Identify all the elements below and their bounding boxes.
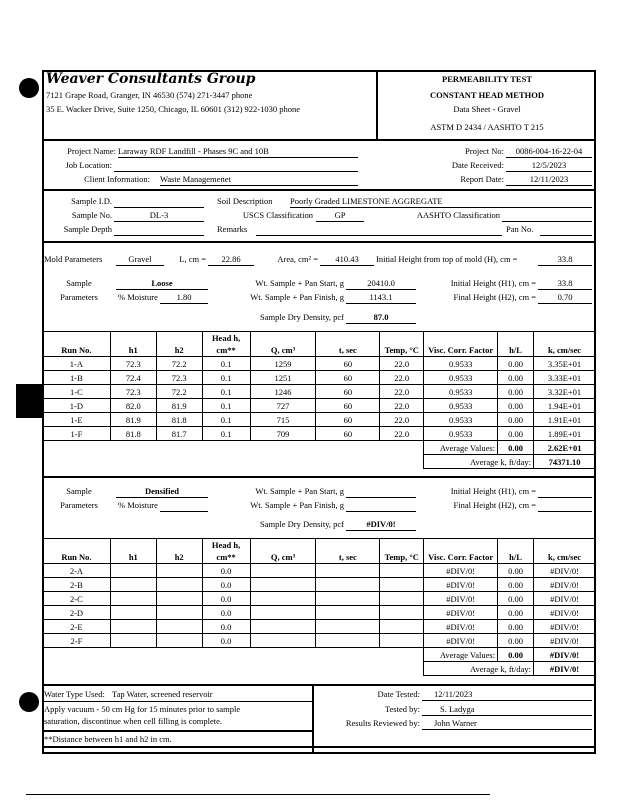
col-h2: h2	[156, 539, 202, 564]
cell-run[interactable]: 2-C	[43, 592, 111, 606]
cell-hl[interactable]: 0.00	[498, 357, 534, 371]
set1-avg-hl: 0.00	[498, 441, 534, 455]
cell-run[interactable]: 2-F	[43, 634, 111, 648]
col-temp: Temp, °C	[380, 539, 424, 564]
set1-moisture-field[interactable]: 1.80	[160, 292, 208, 304]
set2-section-rule	[42, 684, 596, 686]
set1-average-ft-row	[43, 455, 596, 469]
cell-head[interactable]: 0.1	[202, 413, 250, 427]
sample-id-field[interactable]	[114, 196, 204, 208]
cell-h1[interactable]: 81.8	[110, 427, 156, 441]
footer-rule-2	[42, 730, 312, 732]
col-head: Head h, cm**	[202, 539, 250, 564]
cell-temp[interactable]	[380, 634, 424, 648]
cell-run[interactable]: 1-D	[43, 399, 111, 413]
cell-visc[interactable]: #DIV/0!	[424, 592, 498, 606]
cell-h2[interactable]: 72.2	[156, 357, 202, 371]
cell-h2[interactable]: 81.8	[156, 413, 202, 427]
set2-wt-finish-field[interactable]	[346, 500, 416, 512]
cell-q[interactable]: 1251	[250, 371, 316, 385]
cell-temp[interactable]: 22.0	[380, 413, 424, 427]
cell-q[interactable]: 709	[250, 427, 316, 441]
sample-no-label: Sample No.	[71, 210, 112, 220]
set2-avg-hl: 0.00	[498, 648, 534, 662]
soil-description-label: Soil Description	[217, 196, 273, 206]
project-no-label: Project No:	[465, 146, 504, 156]
cell-h1[interactable]	[110, 578, 156, 592]
cell-k[interactable]: 3.32E+01	[534, 385, 596, 399]
set1-wt-start-label: Wt. Sample + Pan Start, g	[255, 278, 344, 288]
set2-h2-field[interactable]	[538, 500, 592, 512]
cell-head[interactable]: 0.0	[202, 592, 250, 606]
cell-q[interactable]	[250, 634, 316, 648]
cell-hl[interactable]: 0.00	[498, 371, 534, 385]
col-t: t, sec	[316, 539, 380, 564]
cell-run[interactable]: 1-A	[43, 357, 111, 371]
table-row	[43, 427, 596, 441]
cell-run[interactable]: 1-B	[43, 371, 111, 385]
table-row	[43, 634, 596, 648]
set1-header-row	[43, 332, 596, 357]
report-subtitle: Data Sheet - Gravel	[453, 104, 521, 114]
report-standard: ASTM D 2434 / AASHTO T 215	[430, 122, 544, 132]
cell-t[interactable]	[316, 592, 380, 606]
cell-hl[interactable]: 0.00	[498, 592, 534, 606]
cell-h1[interactable]: 72.3	[110, 357, 156, 371]
punch-hole-mark-top	[19, 78, 39, 98]
cell-k[interactable]: 1.91E+01	[534, 413, 596, 427]
set1-section-rule	[42, 476, 596, 478]
cell-head[interactable]: 0.0	[202, 606, 250, 620]
vacuum-note-line2: saturation, discontinue when cell filling is complete.	[44, 716, 222, 726]
mold-area-field[interactable]: 410.43	[320, 254, 374, 266]
cell-t[interactable]: 60	[316, 371, 380, 385]
soil-description-field[interactable]: Poorly Graded LIMESTONE AGGREGATE	[290, 196, 592, 208]
cell-visc[interactable]: 0.9533	[424, 413, 498, 427]
cell-visc[interactable]: 0.9533	[424, 427, 498, 441]
set2-sample-label: Sample	[66, 486, 92, 496]
mold-length-field[interactable]: 22.86	[208, 254, 254, 266]
cell-q[interactable]	[250, 606, 316, 620]
cell-q[interactable]: 715	[250, 413, 316, 427]
date-received-label: Date Received:	[451, 160, 504, 170]
reviewed-by-label: Results Reviewed by:	[345, 718, 420, 728]
mold-height-label: Initial Height from top of mold (H), cm =	[376, 254, 518, 264]
cell-hl[interactable]: 0.00	[498, 564, 534, 578]
cell-run[interactable]: 2-D	[43, 606, 111, 620]
cell-head[interactable]: 0.0	[202, 564, 250, 578]
page-bottom-rule	[26, 794, 490, 795]
col-hl: h/L	[498, 539, 534, 564]
cell-run[interactable]: 2-B	[43, 578, 111, 592]
table-row	[43, 620, 596, 634]
cell-hl[interactable]: 0.00	[498, 399, 534, 413]
set2-density-label: Sample Dry Density, pcf	[260, 519, 344, 529]
cell-temp[interactable]: 22.0	[380, 399, 424, 413]
col-temp: Temp, °C	[380, 332, 424, 357]
set2-average-row	[43, 648, 596, 662]
pan-no-field[interactable]	[540, 224, 592, 236]
vacuum-note-line1: Apply vacuum - 50 cm Hg for 15 minutes prior to sample	[44, 704, 241, 714]
cell-k[interactable]: #DIV/0!	[534, 564, 596, 578]
cell-visc[interactable]: #DIV/0!	[424, 606, 498, 620]
table-row	[43, 371, 596, 385]
cell-visc[interactable]: 0.9533	[424, 399, 498, 413]
cell-t[interactable]	[316, 578, 380, 592]
sample-no-field[interactable]: DL-3	[114, 210, 204, 222]
set2-results-table	[42, 538, 596, 676]
cell-run[interactable]: 1-F	[43, 427, 111, 441]
set1-avg-label: Average Values:	[424, 441, 498, 455]
project-name-field[interactable]: Laraway RDF Landfill - Phases 9C and 10B	[118, 146, 358, 158]
report-date-field[interactable]: 12/11/2023	[506, 174, 592, 186]
mold-params-label: Mold Parameters	[44, 254, 103, 264]
cell-head[interactable]: 0.1	[202, 427, 250, 441]
remarks-field[interactable]	[256, 224, 502, 236]
cell-t[interactable]: 60	[316, 399, 380, 413]
water-type-field[interactable]: Tap Water, screened reservoir	[112, 689, 213, 699]
job-location-field[interactable]	[114, 160, 358, 172]
set2-avg-ft: #DIV/0!	[534, 662, 596, 676]
mold-height-field[interactable]: 33.8	[538, 254, 592, 266]
cell-temp[interactable]: 22.0	[380, 357, 424, 371]
date-tested-field[interactable]: 12/11/2023	[422, 689, 592, 701]
pan-no-label: Pan No.	[506, 224, 534, 234]
cell-t[interactable]	[316, 620, 380, 634]
company-address-2: 35 E. Wacker Drive, Suite 1250, Chicago, IL 60601 (312) 922-1030 phone	[46, 104, 301, 114]
cell-h2[interactable]: 72.2	[156, 385, 202, 399]
cell-head[interactable]: 0.1	[202, 399, 250, 413]
cell-h1[interactable]	[110, 564, 156, 578]
col-head: Head h, cm**	[202, 332, 250, 357]
sample-depth-field[interactable]	[114, 224, 204, 236]
cell-visc[interactable]: #DIV/0!	[424, 634, 498, 648]
date-tested-label: Date Tested:	[377, 689, 420, 699]
report-method: CONSTANT HEAD METHOD	[430, 90, 544, 100]
report-title: PERMEABILITY TEST	[442, 74, 532, 84]
sample-id-label: Sample I.D.	[71, 196, 112, 206]
cell-temp[interactable]: 22.0	[380, 385, 424, 399]
col-q: Q, cm³	[250, 332, 316, 357]
cell-hl[interactable]: 0.00	[498, 385, 534, 399]
set1-avg-k: 2.62E+01	[534, 441, 596, 455]
cell-h1[interactable]	[110, 606, 156, 620]
cell-q[interactable]: 1246	[250, 385, 316, 399]
redaction-block	[16, 384, 44, 418]
set1-avg-ft-label: Average k, ft/day:	[424, 455, 534, 469]
set2-params-label: Parameters	[60, 500, 98, 510]
col-hl: h/L	[498, 332, 534, 357]
cell-t[interactable]: 60	[316, 427, 380, 441]
punch-hole-mark-bottom	[19, 692, 39, 712]
cell-q[interactable]	[250, 578, 316, 592]
cell-h1[interactable]	[110, 620, 156, 634]
cell-h2[interactable]: 81.9	[156, 399, 202, 413]
mold-area-label: Area, cm² =	[277, 254, 318, 264]
cell-h2[interactable]	[156, 564, 202, 578]
job-location-label: Job Location:	[65, 160, 112, 170]
cell-k[interactable]: #DIV/0!	[534, 592, 596, 606]
cell-t[interactable]: 60	[316, 357, 380, 371]
set1-state-field[interactable]: Loose	[116, 278, 208, 290]
remarks-label: Remarks	[217, 224, 248, 234]
table-row	[43, 592, 596, 606]
col-h1: h1	[110, 539, 156, 564]
cell-t[interactable]	[316, 634, 380, 648]
set1-h2-label: Final Height (H2), cm =	[453, 292, 536, 302]
cell-h1[interactable]: 82.0	[110, 399, 156, 413]
cell-temp[interactable]	[380, 564, 424, 578]
cell-hl[interactable]: 0.00	[498, 413, 534, 427]
set1-average-row	[43, 441, 596, 455]
col-k: k, cm/sec	[534, 539, 596, 564]
set1-wt-start-field[interactable]: 20410.0	[346, 278, 416, 290]
set1-h1-field[interactable]: 33.8	[538, 278, 592, 290]
cell-run[interactable]: 1-E	[43, 413, 111, 427]
set2-density-field[interactable]: #DIV/0!	[346, 519, 416, 531]
cell-k[interactable]: #DIV/0!	[534, 620, 596, 634]
col-h2: h2	[156, 332, 202, 357]
cell-visc[interactable]: 0.9533	[424, 371, 498, 385]
set2-h2-label: Final Height (H2), cm =	[453, 500, 536, 510]
table-row	[43, 399, 596, 413]
sample-depth-label: Sample Depth	[63, 224, 112, 234]
reviewed-by-field[interactable]: John Warner	[422, 718, 592, 730]
cell-h2[interactable]	[156, 634, 202, 648]
set1-sample-label: Sample	[66, 278, 92, 288]
cell-h1[interactable]: 72.3	[110, 385, 156, 399]
set2-wt-start-label: Wt. Sample + Pan Start, g	[255, 486, 344, 496]
head-distance-note: **Distance between h1 and h2 in cm.	[44, 734, 172, 744]
cell-t[interactable]: 60	[316, 413, 380, 427]
cell-temp[interactable]	[380, 578, 424, 592]
header-bottom-rule	[42, 139, 596, 141]
client-field[interactable]: Waste Managemenet	[160, 174, 358, 186]
footer-divider	[312, 684, 314, 754]
cell-hl[interactable]: 0.00	[498, 634, 534, 648]
set1-wt-finish-field[interactable]: 1143.1	[346, 292, 416, 304]
set2-moisture-field[interactable]	[160, 500, 208, 512]
cell-hl[interactable]: 0.00	[498, 427, 534, 441]
aashto-field[interactable]	[502, 210, 592, 222]
cell-temp[interactable]	[380, 606, 424, 620]
cell-visc[interactable]: #DIV/0!	[424, 564, 498, 578]
cell-run[interactable]: 2-A	[43, 564, 111, 578]
set2-moisture-label: % Moisture	[118, 500, 158, 510]
set2-state-field[interactable]: Densified	[116, 486, 208, 498]
company-address-1: 7121 Grape Road, Granger, IN 46530 (574) 271-3447 phone	[46, 90, 253, 100]
cell-hl[interactable]: 0.00	[498, 606, 534, 620]
set1-wt-finish-label: Wt. Sample + Pan Finish, g	[250, 292, 344, 302]
cell-head[interactable]: 0.1	[202, 357, 250, 371]
set1-h2-field[interactable]: 0.70	[538, 292, 592, 304]
set2-avg-ft-label: Average k, ft/day:	[424, 662, 534, 676]
sample-section-rule	[42, 241, 596, 243]
set2-wt-finish-label: Wt. Sample + Pan Finish, g	[250, 500, 344, 510]
client-label: Client Information:	[84, 174, 150, 184]
cell-h2[interactable]: 81.7	[156, 427, 202, 441]
set2-wt-start-field[interactable]	[346, 486, 416, 498]
cell-k[interactable]: 1.94E+01	[534, 399, 596, 413]
cell-t[interactable]: 60	[316, 385, 380, 399]
col-t: t, sec	[316, 332, 380, 357]
cell-k[interactable]: #DIV/0!	[534, 634, 596, 648]
tested-by-label: Tested by:	[384, 704, 420, 714]
cell-t[interactable]	[316, 606, 380, 620]
cell-h2[interactable]	[156, 592, 202, 606]
set2-avg-k: #DIV/0!	[534, 648, 596, 662]
table-row	[43, 385, 596, 399]
cell-h1[interactable]: 81.9	[110, 413, 156, 427]
col-h1: h1	[110, 332, 156, 357]
footer-rule-3	[42, 746, 596, 748]
col-run-no: Run No.	[43, 332, 111, 357]
table-row	[43, 564, 596, 578]
cell-q[interactable]: 1259	[250, 357, 316, 371]
set2-h1-label: Initial Height (H1), cm =	[450, 486, 536, 496]
cell-head[interactable]: 0.0	[202, 578, 250, 592]
project-section-rule	[42, 189, 596, 191]
table-row	[43, 413, 596, 427]
cell-q[interactable]	[250, 620, 316, 634]
col-visc: Visc. Corr. Factor	[424, 539, 498, 564]
cell-k[interactable]: #DIV/0!	[534, 606, 596, 620]
company-name: Weaver Consultants Group	[46, 71, 256, 87]
cell-h2[interactable]	[156, 578, 202, 592]
project-name-label: Project Name:	[67, 146, 116, 156]
cell-head[interactable]: 0.1	[202, 385, 250, 399]
cell-h2[interactable]	[156, 620, 202, 634]
cell-run[interactable]: 1-C	[43, 385, 111, 399]
cell-h1[interactable]	[110, 592, 156, 606]
uscs-field[interactable]: GP	[316, 210, 364, 222]
cell-h1[interactable]	[110, 634, 156, 648]
footer-rule-1	[42, 701, 312, 702]
cell-hl[interactable]: 0.00	[498, 578, 534, 592]
set2-header-row	[43, 539, 596, 564]
col-visc: Visc. Corr. Factor	[424, 332, 498, 357]
set1-h1-label: Initial Height (H1), cm =	[450, 278, 536, 288]
cell-visc[interactable]: #DIV/0!	[424, 578, 498, 592]
cell-temp[interactable]	[380, 620, 424, 634]
cell-q[interactable]: 727	[250, 399, 316, 413]
cell-temp[interactable]	[380, 592, 424, 606]
water-type-label: Water Type Used:	[44, 689, 105, 699]
cell-k[interactable]: 1.89E+01	[534, 427, 596, 441]
cell-visc[interactable]: 0.9533	[424, 357, 498, 371]
set1-density-label: Sample Dry Density, pcf	[260, 312, 344, 322]
date-received-field[interactable]: 12/5/2023	[506, 160, 592, 172]
cell-k[interactable]: 3.35E+01	[534, 357, 596, 371]
cell-visc[interactable]: 0.9533	[424, 385, 498, 399]
set1-avg-ft: 74371.10	[534, 455, 596, 469]
set1-density-field[interactable]: 87.0	[346, 312, 416, 324]
set1-moisture-label: % Moisture	[118, 292, 158, 302]
cell-h2[interactable]: 72.3	[156, 371, 202, 385]
aashto-label: AASHTO Classification	[416, 210, 500, 220]
set2-avg-label: Average Values:	[424, 648, 498, 662]
table-row	[43, 357, 596, 371]
set1-params-label: Parameters	[60, 292, 98, 302]
tested-by-field[interactable]: S. Ladyga	[422, 704, 592, 716]
col-run-no: Run No.	[43, 539, 111, 564]
set2-h1-field[interactable]	[538, 486, 592, 498]
cell-head[interactable]: 0.0	[202, 620, 250, 634]
cell-hl[interactable]: 0.00	[498, 620, 534, 634]
table-row	[43, 578, 596, 592]
mold-length-label: L, cm =	[179, 254, 206, 264]
cell-temp[interactable]: 22.0	[380, 427, 424, 441]
cell-h1[interactable]: 72.4	[110, 371, 156, 385]
cell-head[interactable]: 0.0	[202, 634, 250, 648]
cell-h2[interactable]	[156, 606, 202, 620]
cell-visc[interactable]: #DIV/0!	[424, 620, 498, 634]
report-date-label: Report Date:	[460, 174, 504, 184]
cell-k[interactable]: 3.33E+01	[534, 371, 596, 385]
cell-head[interactable]: 0.1	[202, 371, 250, 385]
uscs-label: USCS Classification	[242, 210, 313, 220]
cell-temp[interactable]: 22.0	[380, 371, 424, 385]
project-no-field[interactable]: 0086-004-16-22-04	[506, 146, 592, 158]
cell-t[interactable]	[316, 564, 380, 578]
col-q: Q, cm³	[250, 539, 316, 564]
table-row	[43, 606, 596, 620]
cell-q[interactable]	[250, 592, 316, 606]
cell-run[interactable]: 2-E	[43, 620, 111, 634]
mold-type-field[interactable]: Gravel	[116, 254, 164, 266]
col-k: k, cm/sec	[534, 332, 596, 357]
cell-k[interactable]: #DIV/0!	[534, 578, 596, 592]
set1-results-table	[42, 331, 596, 469]
set2-average-ft-row	[43, 662, 596, 676]
cell-q[interactable]	[250, 564, 316, 578]
